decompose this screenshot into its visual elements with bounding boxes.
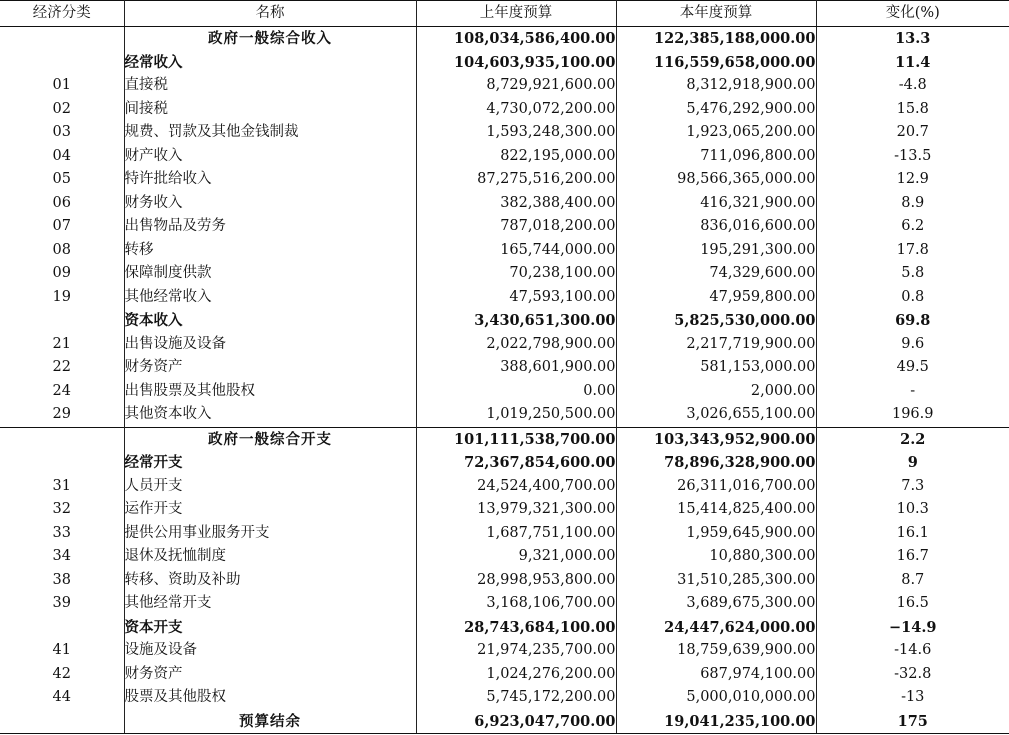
table-row (0, 522, 1009, 546)
cell-code: 44 (0, 686, 124, 710)
cell-prev-budget: 4,730,072,200.00 (416, 98, 616, 122)
cell-name: 特许批给收入 (124, 168, 416, 192)
cell-prev-budget: 72,367,854,600.00 (416, 451, 616, 475)
cell-code: 19 (0, 286, 124, 310)
cell-prev-budget: 3,168,106,700.00 (416, 592, 616, 616)
cell-change: 13.3 (816, 27, 1009, 51)
cell-prev-budget: 70,238,100.00 (416, 262, 616, 286)
cell-change: 16.7 (816, 545, 1009, 569)
cell-change: 196.9 (816, 403, 1009, 427)
cell-name: 预算结余 (124, 710, 416, 734)
table-row (0, 145, 1009, 169)
table-row (0, 239, 1009, 263)
cell-code: 07 (0, 215, 124, 239)
cell-current-budget: 5,000,010,000.00 (616, 686, 816, 710)
table-row (0, 545, 1009, 569)
cell-name: 股票及其他股权 (124, 686, 416, 710)
cell-code (0, 309, 124, 333)
cell-current-budget: 19,041,235,100.00 (616, 710, 816, 734)
cell-code: 21 (0, 333, 124, 357)
cell-change: 175 (816, 710, 1009, 734)
cell-change: 16.5 (816, 592, 1009, 616)
cell-code: 01 (0, 74, 124, 98)
table-row (0, 286, 1009, 310)
cell-code: 31 (0, 475, 124, 499)
cell-change: -13 (816, 686, 1009, 710)
cell-current-budget: 5,825,530,000.00 (616, 309, 816, 333)
cell-name: 经常开支 (124, 451, 416, 475)
cell-prev-budget: 787,018,200.00 (416, 215, 616, 239)
cell-current-budget: 687,974,100.00 (616, 663, 816, 687)
table-row (0, 569, 1009, 593)
cell-change: 16.1 (816, 522, 1009, 546)
table-row (0, 710, 1009, 734)
cell-current-budget: 3,026,655,100.00 (616, 403, 816, 427)
table-row (0, 380, 1009, 404)
cell-prev-budget: 108,034,586,400.00 (416, 27, 616, 51)
cell-change: -13.5 (816, 145, 1009, 169)
cell-name: 财产收入 (124, 145, 416, 169)
cell-name: 设施及设备 (124, 639, 416, 663)
cell-current-budget: 836,016,600.00 (616, 215, 816, 239)
cell-code (0, 710, 124, 734)
cell-change: 20.7 (816, 121, 1009, 145)
header-prev-budget: 上年度预算 (416, 1, 616, 27)
cell-prev-budget: 28,743,684,100.00 (416, 616, 616, 640)
cell-code: 38 (0, 569, 124, 593)
table-row (0, 309, 1009, 333)
cell-code (0, 27, 124, 51)
cell-change: 7.3 (816, 475, 1009, 499)
cell-name: 其他经常收入 (124, 286, 416, 310)
header-code: 经济分类 (0, 1, 124, 27)
cell-code: 29 (0, 403, 124, 427)
cell-name: 人员开支 (124, 475, 416, 499)
cell-prev-budget: 87,275,516,200.00 (416, 168, 616, 192)
table-row (0, 262, 1009, 286)
cell-current-budget: 103,343,952,900.00 (616, 427, 816, 451)
cell-code: 06 (0, 192, 124, 216)
cell-current-budget: 10,880,300.00 (616, 545, 816, 569)
table-row (0, 475, 1009, 499)
cell-name: 直接税 (124, 74, 416, 98)
cell-change: 0.8 (816, 286, 1009, 310)
cell-change: - (816, 380, 1009, 404)
cell-name: 出售物品及劳务 (124, 215, 416, 239)
cell-name: 资本收入 (124, 309, 416, 333)
cell-change: -4.8 (816, 74, 1009, 98)
cell-prev-budget: 0.00 (416, 380, 616, 404)
cell-code: 34 (0, 545, 124, 569)
cell-prev-budget: 5,745,172,200.00 (416, 686, 616, 710)
table-row (0, 592, 1009, 616)
cell-current-budget: 416,321,900.00 (616, 192, 816, 216)
cell-current-budget: 116,559,658,000.00 (616, 51, 816, 75)
cell-current-budget: 195,291,300.00 (616, 239, 816, 263)
cell-name: 保障制度供款 (124, 262, 416, 286)
table-row (0, 427, 1009, 451)
table-header (0, 1, 1009, 27)
cell-prev-budget: 8,729,921,600.00 (416, 74, 616, 98)
cell-prev-budget: 9,321,000.00 (416, 545, 616, 569)
table-row (0, 168, 1009, 192)
cell-change: 17.8 (816, 239, 1009, 263)
cell-change: 12.9 (816, 168, 1009, 192)
cell-prev-budget: 6,923,047,700.00 (416, 710, 616, 734)
cell-change: 9 (816, 451, 1009, 475)
cell-name: 财务资产 (124, 663, 416, 687)
cell-change: -32.8 (816, 663, 1009, 687)
cell-code: 24 (0, 380, 124, 404)
cell-code: 08 (0, 239, 124, 263)
cell-prev-budget: 101,111,538,700.00 (416, 427, 616, 451)
cell-change: −14.9 (816, 616, 1009, 640)
cell-current-budget: 3,689,675,300.00 (616, 592, 816, 616)
table-row (0, 27, 1009, 51)
cell-current-budget: 15,414,825,400.00 (616, 498, 816, 522)
cell-name: 运作开支 (124, 498, 416, 522)
cell-code: 22 (0, 356, 124, 380)
cell-code: 02 (0, 98, 124, 122)
cell-prev-budget: 13,979,321,300.00 (416, 498, 616, 522)
cell-code: 05 (0, 168, 124, 192)
header-row (0, 1, 1009, 27)
cell-code: 33 (0, 522, 124, 546)
cell-change: 49.5 (816, 356, 1009, 380)
cell-name: 其他资本收入 (124, 403, 416, 427)
cell-prev-budget: 47,593,100.00 (416, 286, 616, 310)
cell-name: 财务资产 (124, 356, 416, 380)
table-row (0, 356, 1009, 380)
cell-code (0, 451, 124, 475)
cell-name: 出售设施及设备 (124, 333, 416, 357)
cell-prev-budget: 2,022,798,900.00 (416, 333, 616, 357)
cell-code: 09 (0, 262, 124, 286)
cell-current-budget: 122,385,188,000.00 (616, 27, 816, 51)
cell-code: 32 (0, 498, 124, 522)
table-row (0, 498, 1009, 522)
cell-prev-budget: 1,024,276,200.00 (416, 663, 616, 687)
table-body (0, 27, 1009, 734)
cell-current-budget: 18,759,639,900.00 (616, 639, 816, 663)
cell-code: 04 (0, 145, 124, 169)
cell-name: 政府一般综合收入 (124, 27, 416, 51)
cell-change: 9.6 (816, 333, 1009, 357)
cell-current-budget: 2,217,719,900.00 (616, 333, 816, 357)
cell-change: 69.8 (816, 309, 1009, 333)
table-row (0, 403, 1009, 427)
table-row (0, 663, 1009, 687)
cell-current-budget: 5,476,292,900.00 (616, 98, 816, 122)
cell-prev-budget: 104,603,935,100.00 (416, 51, 616, 75)
table-row (0, 639, 1009, 663)
cell-prev-budget: 1,019,250,500.00 (416, 403, 616, 427)
table-row (0, 192, 1009, 216)
table-row (0, 333, 1009, 357)
cell-code: 41 (0, 639, 124, 663)
cell-current-budget: 711,096,800.00 (616, 145, 816, 169)
cell-name: 经常收入 (124, 51, 416, 75)
cell-current-budget: 74,329,600.00 (616, 262, 816, 286)
table-row (0, 686, 1009, 710)
cell-prev-budget: 388,601,900.00 (416, 356, 616, 380)
cell-name: 资本开支 (124, 616, 416, 640)
cell-change: 11.4 (816, 51, 1009, 75)
cell-name: 出售股票及其他股权 (124, 380, 416, 404)
cell-current-budget: 8,312,918,900.00 (616, 74, 816, 98)
cell-name: 间接税 (124, 98, 416, 122)
cell-name: 政府一般综合开支 (124, 427, 416, 451)
cell-change: 10.3 (816, 498, 1009, 522)
cell-prev-budget: 1,687,751,100.00 (416, 522, 616, 546)
cell-current-budget: 24,447,624,000.00 (616, 616, 816, 640)
header-change: 变化(%) (816, 1, 1009, 27)
cell-change: 8.9 (816, 192, 1009, 216)
cell-change: 15.8 (816, 98, 1009, 122)
table-row (0, 98, 1009, 122)
cell-change: 5.8 (816, 262, 1009, 286)
cell-prev-budget: 1,593,248,300.00 (416, 121, 616, 145)
cell-current-budget: 1,959,645,900.00 (616, 522, 816, 546)
cell-current-budget: 2,000.00 (616, 380, 816, 404)
cell-code (0, 616, 124, 640)
cell-change: 8.7 (816, 569, 1009, 593)
table-row (0, 74, 1009, 98)
cell-name: 财务收入 (124, 192, 416, 216)
cell-current-budget: 31,510,285,300.00 (616, 569, 816, 593)
cell-name: 转移 (124, 239, 416, 263)
cell-code: 42 (0, 663, 124, 687)
cell-name: 退休及抚恤制度 (124, 545, 416, 569)
header-current-budget: 本年度预算 (616, 1, 816, 27)
cell-name: 转移、资助及补助 (124, 569, 416, 593)
cell-code (0, 427, 124, 451)
table-row (0, 451, 1009, 475)
cell-current-budget: 26,311,016,700.00 (616, 475, 816, 499)
cell-prev-budget: 21,974,235,700.00 (416, 639, 616, 663)
cell-change: 2.2 (816, 427, 1009, 451)
cell-prev-budget: 24,524,400,700.00 (416, 475, 616, 499)
table-row (0, 121, 1009, 145)
cell-current-budget: 1,923,065,200.00 (616, 121, 816, 145)
cell-code: 03 (0, 121, 124, 145)
cell-code (0, 51, 124, 75)
header-name: 名称 (124, 1, 416, 27)
cell-name: 提供公用事业服务开支 (124, 522, 416, 546)
cell-current-budget: 78,896,328,900.00 (616, 451, 816, 475)
cell-prev-budget: 28,998,953,800.00 (416, 569, 616, 593)
table-row (0, 51, 1009, 75)
cell-prev-budget: 3,430,651,300.00 (416, 309, 616, 333)
cell-prev-budget: 165,744,000.00 (416, 239, 616, 263)
cell-name: 其他经常开支 (124, 592, 416, 616)
cell-change: 6.2 (816, 215, 1009, 239)
cell-change: -14.6 (816, 639, 1009, 663)
cell-current-budget: 47,959,800.00 (616, 286, 816, 310)
table-row (0, 616, 1009, 640)
cell-prev-budget: 382,388,400.00 (416, 192, 616, 216)
cell-prev-budget: 822,195,000.00 (416, 145, 616, 169)
cell-current-budget: 98,566,365,000.00 (616, 168, 816, 192)
cell-code: 39 (0, 592, 124, 616)
table-row (0, 215, 1009, 239)
cell-name: 规费、罚款及其他金钱制裁 (124, 121, 416, 145)
cell-current-budget: 581,153,000.00 (616, 356, 816, 380)
